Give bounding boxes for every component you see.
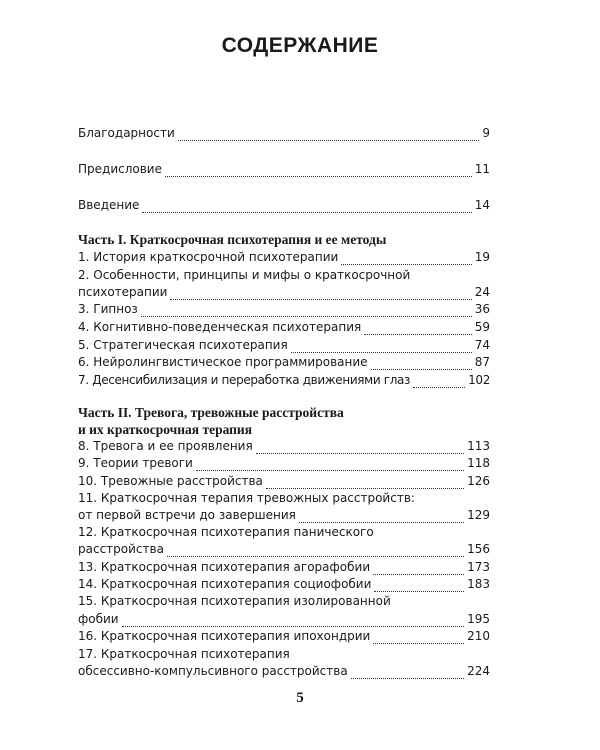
toc-entry-page: 74 xyxy=(474,338,490,352)
toc-entry-page: 24 xyxy=(474,285,490,299)
toc-entry-label: фобии xyxy=(78,612,119,626)
toc-entry-page: 14 xyxy=(474,198,490,212)
toc-entry-label: 7. Десенсибилизация и переработка движениями глаз xyxy=(78,373,411,387)
toc-entry-page: 113 xyxy=(467,439,490,453)
dot-leader xyxy=(122,616,464,627)
toc-entry-label: Благодарности xyxy=(78,126,175,140)
toc-chapter-11-line1[interactable]: 11. Краткосрочная терапия тревожных расстройств: xyxy=(78,491,415,505)
toc-entry-page: 210 xyxy=(467,629,490,643)
toc-entry-label: расстройства xyxy=(78,542,164,556)
dot-leader xyxy=(178,130,480,141)
toc-chapter-17[interactable] xyxy=(78,662,490,680)
toc-entry-page: 173 xyxy=(467,560,490,574)
dot-leader xyxy=(373,564,464,575)
dot-leader xyxy=(141,306,472,317)
toc-chapter-5[interactable] xyxy=(78,336,490,354)
dot-leader xyxy=(142,202,471,213)
toc-chapter-6[interactable] xyxy=(78,353,490,371)
toc-entry-page: 102 xyxy=(468,373,490,387)
toc-entry-page: 87 xyxy=(474,355,490,369)
dot-leader xyxy=(351,668,464,679)
toc-chapter-15[interactable] xyxy=(78,610,490,628)
toc-chapter-11[interactable] xyxy=(78,506,490,524)
toc-entry-acknowledgements[interactable] xyxy=(78,124,490,142)
toc-entry-label: 4. Когнитивно-поведенческая психотерапия xyxy=(78,320,362,334)
toc-entry-label: обсессивно-компульсивного расстройства xyxy=(78,664,348,678)
dot-leader xyxy=(413,377,465,388)
toc-chapter-17-line1[interactable]: 17. Краткосрочная психотерапия xyxy=(78,647,290,661)
dot-leader xyxy=(299,512,464,523)
toc-entry-label: Введение xyxy=(78,198,140,212)
toc-chapter-10[interactable] xyxy=(78,472,490,490)
dot-leader xyxy=(165,166,472,177)
part-2-heading-line2: и их краткосрочная терапия xyxy=(78,422,253,437)
toc-chapter-3[interactable] xyxy=(78,300,490,318)
part-2-heading-line1: Часть II. Тревога, тревожные расстройства xyxy=(78,405,344,420)
dot-leader xyxy=(170,289,471,300)
toc-entry-label: 6. Нейролингвистическое программирование xyxy=(78,355,368,369)
toc-chapter-9[interactable] xyxy=(78,454,490,472)
toc-entry-label: 8. Тревога и ее проявления xyxy=(78,439,253,453)
toc-entry-page: 59 xyxy=(474,320,490,334)
toc-entry-label: психотерапии xyxy=(78,285,168,299)
dot-leader xyxy=(364,324,472,335)
dot-leader xyxy=(266,478,464,489)
page-title: СОДЕРЖАНИЕ xyxy=(221,34,379,57)
toc-entry-preface[interactable] xyxy=(78,160,490,178)
toc-chapter-1[interactable] xyxy=(78,248,490,266)
dot-leader xyxy=(256,443,464,454)
toc-entry-label: от первой встречи до завершения xyxy=(78,508,296,522)
toc-entry-label: 1. История краткосрочной психотерапии xyxy=(78,250,339,264)
dot-leader xyxy=(341,254,471,265)
toc-entry-label: 14. Краткосрочная психотерапия социофобии xyxy=(78,577,372,591)
dot-leader xyxy=(167,546,464,557)
toc-chapter-7[interactable] xyxy=(78,371,490,389)
toc-entry-page: 195 xyxy=(467,612,490,626)
toc-chapter-2-line1[interactable]: 2. Особенности, принципы и мифы о краткосрочной xyxy=(78,268,411,282)
dot-leader xyxy=(371,359,472,370)
toc-entry-label: 10. Тревожные расстройства xyxy=(78,474,263,488)
dot-leader xyxy=(196,460,464,471)
page-number: 5 xyxy=(296,690,304,706)
toc-chapter-8[interactable] xyxy=(78,437,490,455)
part-1-heading: Часть I. Краткосрочная психотерапия и ее методы xyxy=(78,232,387,247)
toc-entry-label: Предисловие xyxy=(78,162,162,176)
toc-entry-page: 19 xyxy=(474,250,490,264)
toc-chapter-4[interactable] xyxy=(78,318,490,336)
toc-chapter-12[interactable] xyxy=(78,540,490,558)
toc-entry-label: 16. Краткосрочная психотерапия ипохондрии xyxy=(78,629,371,643)
toc-entry-page: 156 xyxy=(467,542,490,556)
toc-entry-page: 224 xyxy=(467,664,490,678)
dot-leader xyxy=(373,633,464,644)
toc-entry-label: 9. Теории тревоги xyxy=(78,456,193,470)
dot-leader xyxy=(374,581,464,592)
toc-chapter-15-line1[interactable]: 15. Краткосрочная психотерапия изолированной xyxy=(78,594,391,608)
toc-chapter-12-line1[interactable]: 12. Краткосрочная психотерапия панического xyxy=(78,525,374,539)
toc-entry-label: 3. Гипноз xyxy=(78,302,138,316)
toc-entry-page: 118 xyxy=(467,456,490,470)
dot-leader xyxy=(291,342,472,353)
toc-entry-page: 9 xyxy=(482,126,490,140)
toc-chapter-16[interactable] xyxy=(78,627,490,645)
toc-entry-label: 13. Краткосрочная психотерапия агорафобии xyxy=(78,560,371,574)
toc-entry-page: 129 xyxy=(467,508,490,522)
toc-chapter-2[interactable] xyxy=(78,283,490,301)
toc-entry-introduction[interactable] xyxy=(78,196,490,214)
toc-chapter-13[interactable] xyxy=(78,558,490,576)
toc-entry-page: 183 xyxy=(467,577,490,591)
toc-entry-page: 11 xyxy=(474,162,490,176)
toc-chapter-14[interactable] xyxy=(78,575,490,593)
toc-entry-label: 5. Стратегическая психотерапия xyxy=(78,338,288,352)
toc-entry-page: 126 xyxy=(467,474,490,488)
toc-entry-page: 36 xyxy=(474,302,490,316)
